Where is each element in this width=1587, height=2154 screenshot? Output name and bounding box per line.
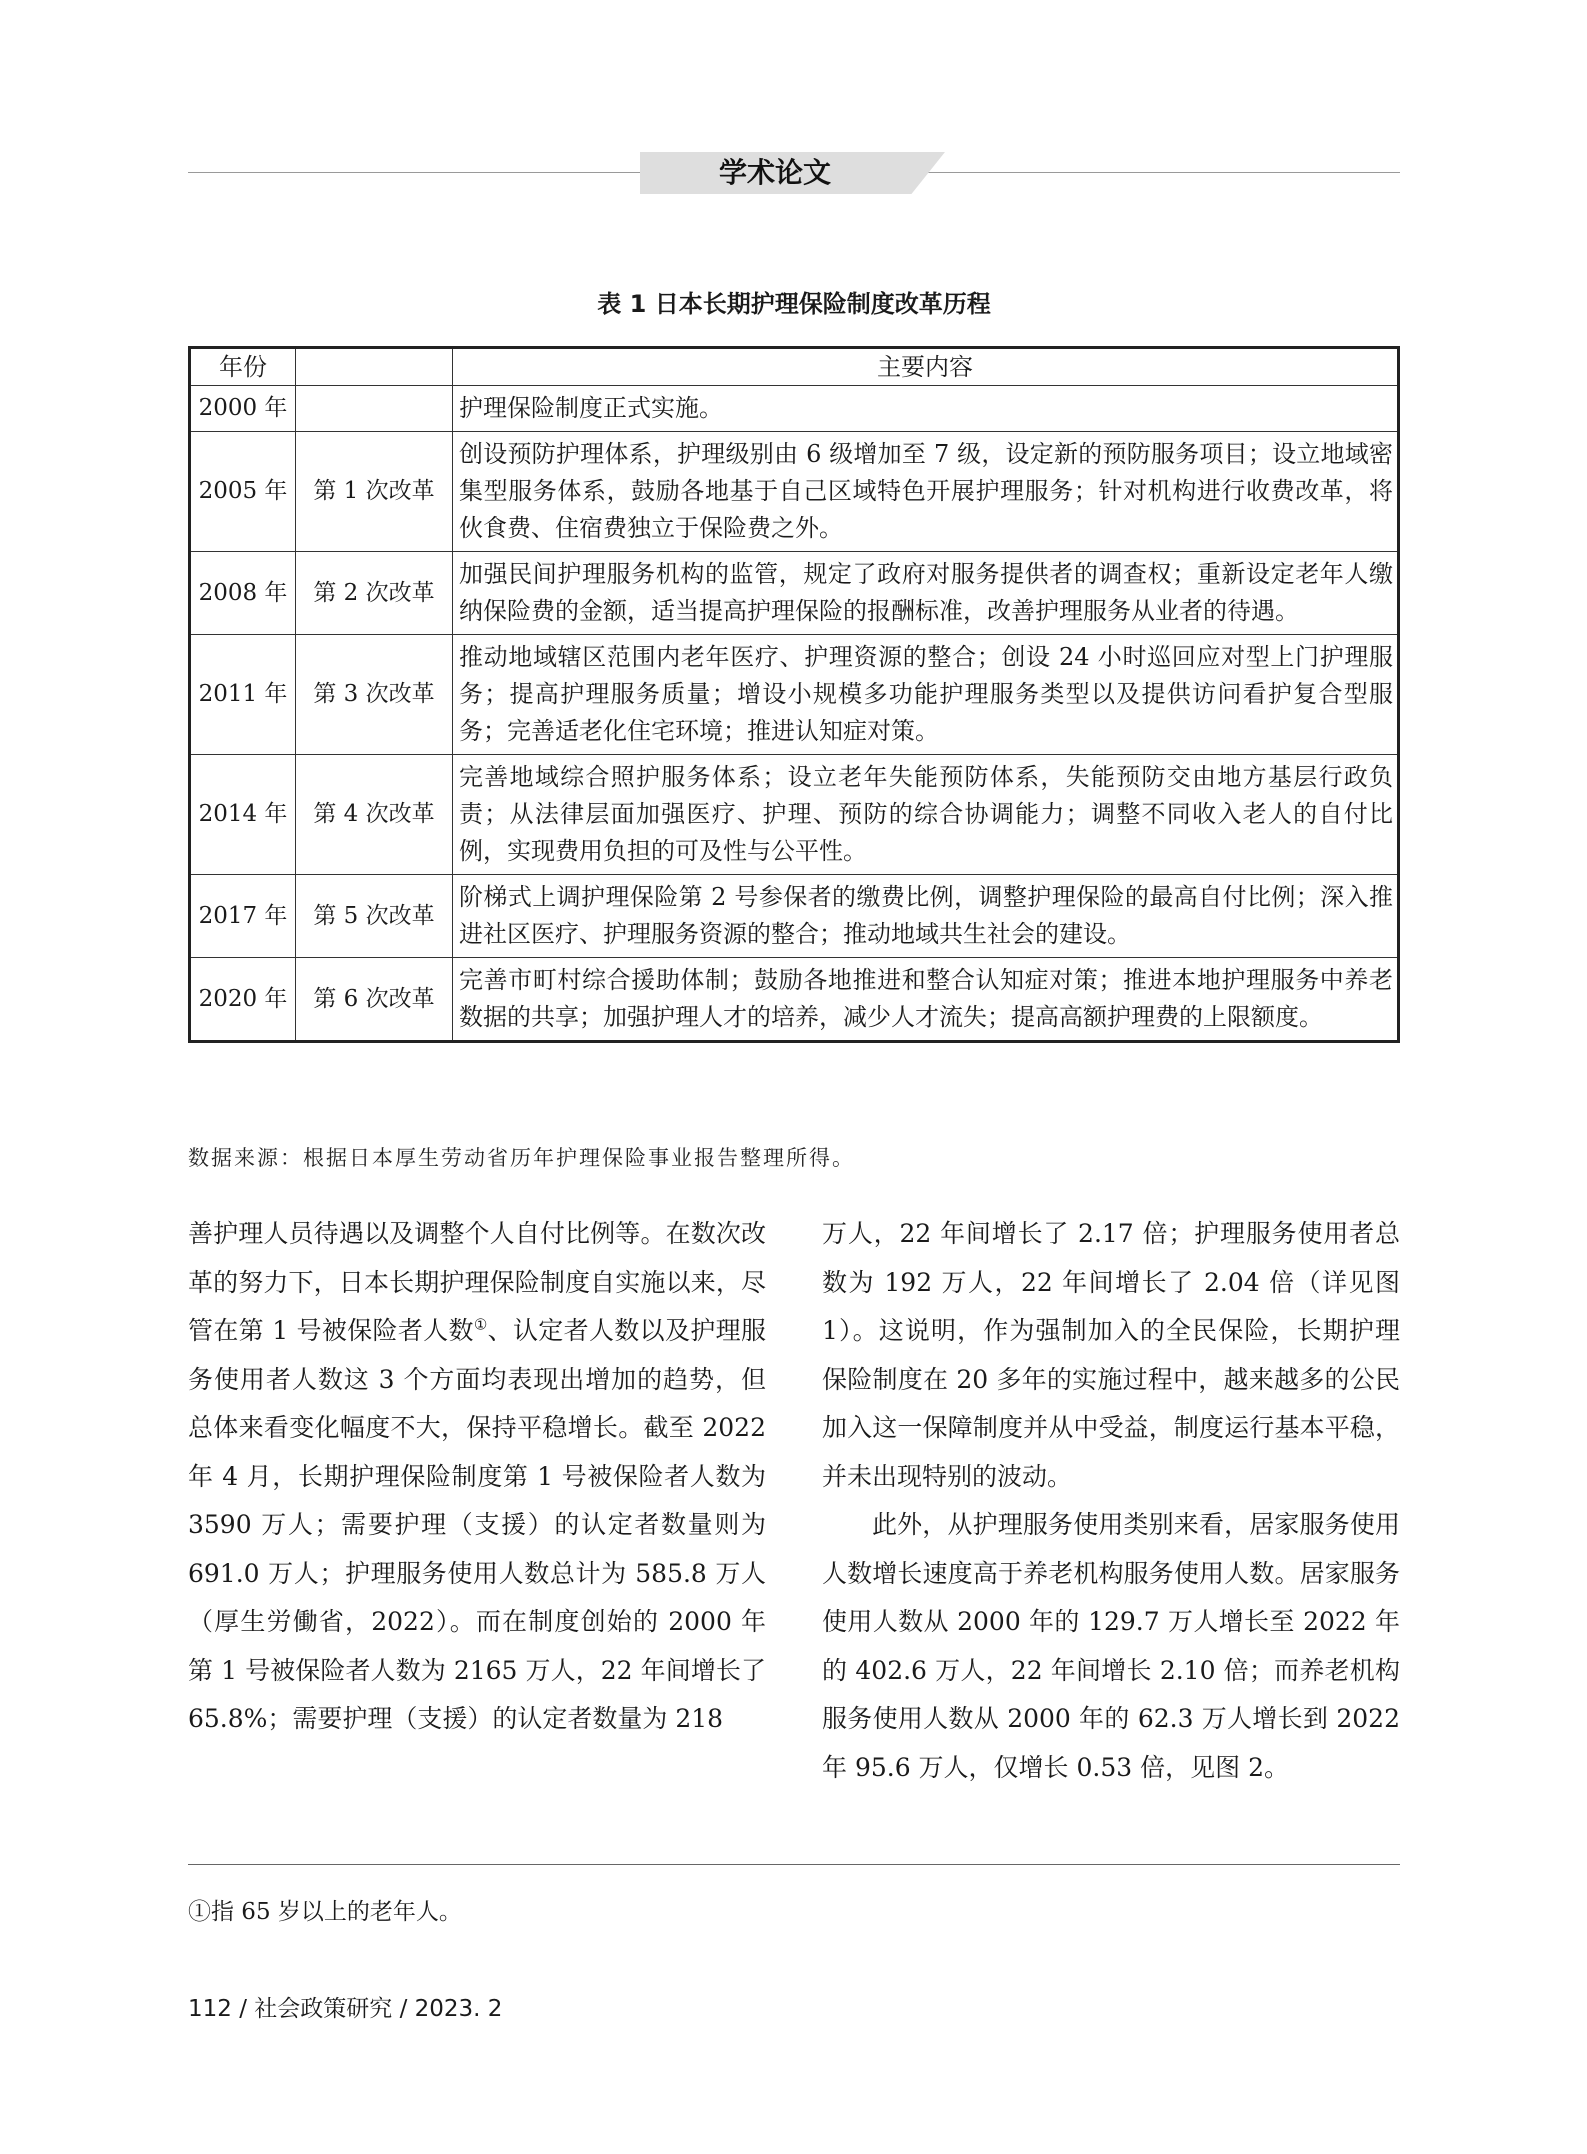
row-content: 创设预防护理体系，护理级别由 6 级增加至 7 级，设定新的预防服务项目；设立地域密集型服务体系，鼓励各地基于自己区域特色开展护理服务；针对机构进行收费改革，将伙食费、住宿费独立于保险费之外。: [453, 432, 1399, 552]
table-row: [190, 875, 1399, 958]
row-reform: [296, 386, 453, 432]
header-year: 年份: [190, 348, 296, 386]
table-header-row: [190, 348, 1399, 386]
footnote-marker[interactable]: ①: [473, 1315, 488, 1334]
footnote: ①指 65 岁以上的老年人。: [188, 1899, 462, 1925]
table-row: [190, 432, 1399, 552]
table-row: [190, 386, 1399, 432]
row-reform: 第 5 次改革: [296, 875, 453, 958]
row-year: 2000 年: [190, 386, 296, 432]
row-year: 2017 年: [190, 875, 296, 958]
row-year: 2011 年: [190, 635, 296, 755]
row-content: 阶梯式上调护理保险第 2 号参保者的缴费比例，调整护理保险的最高自付比例；深入推进社区医疗、护理服务资源的整合；推动地域共生社会的建设。: [453, 875, 1399, 958]
header-rule-left: [188, 172, 640, 173]
reform-table: [188, 346, 1400, 1043]
row-reform: 第 2 次改革: [296, 552, 453, 635]
row-year: 2014 年: [190, 755, 296, 875]
table-source-note: 数据来源：根据日本厚生劳动省历年护理保险事业报告整理所得。: [188, 1146, 855, 1170]
row-content: 完善市町村综合援助体制；鼓励各地推进和整合认知症对策；推进本地护理服务中养老数据的共享；加强护理人才的培养，减少人才流失；提高高额护理费的上限额度。: [453, 958, 1399, 1042]
page-folio: 112 / 社会政策研究 / 2023. 2: [188, 1996, 503, 2022]
header-content: 主要内容: [453, 348, 1399, 386]
table-row: [190, 552, 1399, 635]
row-content: 完善地域综合照护服务体系；设立老年失能预防体系，失能预防交由地方基层行政负责；从法律层面加强医疗、护理、预防的综合协调能力；调整不同收入老人的自付比例，实现费用负担的可及性与公平性。: [453, 755, 1399, 875]
header-reform: [296, 348, 453, 386]
row-year: 2005 年: [190, 432, 296, 552]
row-content: 加强民间护理服务机构的监管，规定了政府对服务提供者的调查权；重新设定老年人缴纳保险费的金额，适当提高护理保险的报酬标准，改善护理服务从业者的待遇。: [453, 552, 1399, 635]
row-reform: 第 4 次改革: [296, 755, 453, 875]
table-row: [190, 635, 1399, 755]
body-text: 、认定者人数以及护理服务使用者人数这 3 个方面均表现出增加的趋势，但总体来看变化幅度不大，保持平稳增长。截至 2022 年 4 月，长期护理保险制度第 1 号被保险者人数为 3590 万人；需要护理（支援）的认定者数量则为 691.0 万人；护理服务使用人数总计为 585.8 万人（厚生労働省，2022）。而在制度创始的 2000 年第 1 号被保险者人数为 2165 万人，22 年间增长了 65.8%；需要护理（支援）的认定者数量为 218: [188, 1316, 766, 1733]
body-column-right: [822, 1210, 1400, 1792]
row-content: 推动地域辖区范围内老年医疗、护理资源的整合；创设 24 小时巡回应对型上门护理服务；提高护理服务质量；增设小规模多功能护理服务类型以及提供访问看护复合型服务；完善适老化住宅环境；推进认知症对策。: [453, 635, 1399, 755]
body-column-left: [188, 1210, 766, 1744]
body-paragraph: 万人，22 年间增长了 2.17 倍；护理服务使用者总数为 192 万人，22 年间增长了 2.04 倍（详见图 1）。这说明，作为强制加入的全民保险，长期护理保险制度在 20 多年的实施过程中，越来越多的公民加入这一保障制度并从中受益，制度运行基本平稳，并未出现特别的波动。: [822, 1219, 1400, 1491]
body-paragraph: [188, 1210, 766, 1744]
body-text: 善护理人员待遇以及调整个人自付比例等。在数次改革的努力下，日本长期护理保险制度自实施以来，尽管在第 1 号被保险者人数: [188, 1219, 766, 1345]
row-reform: 第 3 次改革: [296, 635, 453, 755]
row-year: 2020 年: [190, 958, 296, 1042]
body-paragraph: 此外，从护理服务使用类别来看，居家服务使用人数增长速度高于养老机构服务使用人数。居家服务使用人数从 2000 年的 129.7 万人增长至 2022 年的 402.6 万人，22 年间增长 2.10 倍；而养老机构服务使用人数从 2000 年的 62.3 万人增长到 2022 年 95.6 万人，仅增长 0.53 倍，见图 2。: [822, 1510, 1400, 1782]
header-rule-right: [920, 172, 1400, 173]
table-row: [190, 755, 1399, 875]
row-reform: 第 1 次改革: [296, 432, 453, 552]
table-title: 表 1 日本长期护理保险制度改革历程: [597, 290, 991, 318]
row-year: 2008 年: [190, 552, 296, 635]
row-content: 护理保险制度正式实施。: [453, 386, 1399, 432]
footnote-rule: [188, 1864, 1400, 1865]
table-row: [190, 958, 1399, 1042]
row-reform: 第 6 次改革: [296, 958, 453, 1042]
section-label: 学术论文: [718, 156, 831, 189]
